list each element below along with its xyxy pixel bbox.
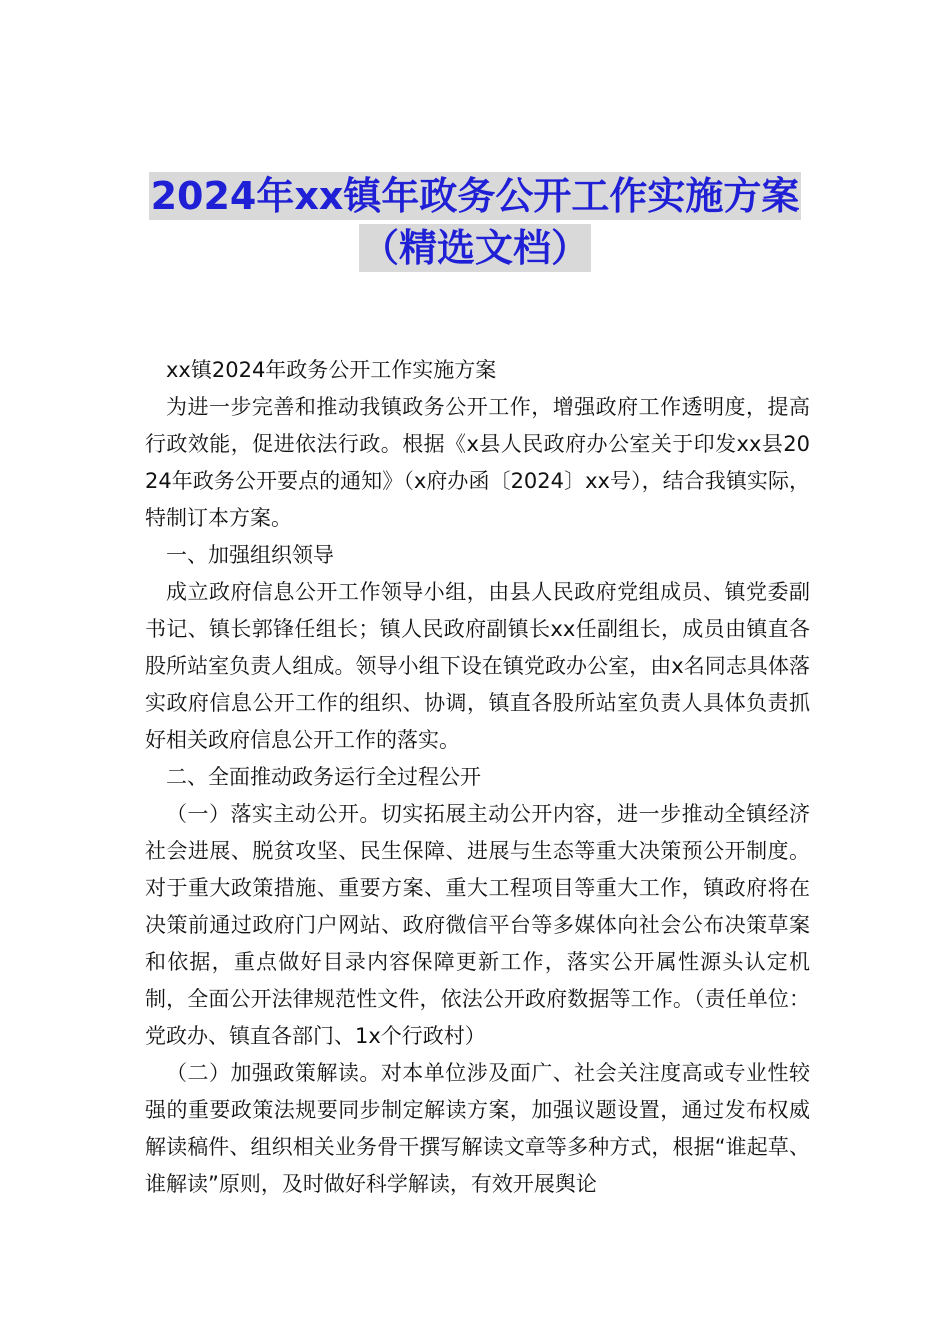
paragraph: （一）落实主动公开。切实拓展主动公开内容，进一步推动全镇经济社会进展、脱贫攻坚、民生保障、进展与生态等重大决策预公开制度。对于重大政策措施、重要方案、重大工程项目等重大工作，镇政府将在决策前通过政府门户网站、政府微信平台等多媒体向社会公布决策草案和依据，重点做好目录内容保障更新工作，落实公开属性源头认定机制，全面公开法律规范性文件，依法公开政府数据等工作。（责任单位：党政办、镇直各部门、1x个行政村） xyxy=(145,802,810,1048)
document-body xyxy=(145,352,810,1203)
paragraph: （二）加强政策解读。对本单位涉及面广、社会关注度高或专业性较强的重要政策法规要同步制定解读方案，加强议题设置，通过发布权威解读稿件、组织相关业务骨干撰写解读文章等多种方式，根据“谁起草、谁解读”原则，及时做好科学解读，有效开展舆论 xyxy=(145,1061,810,1196)
title-line-1: 2024年xx镇年政务公开工作实施方案 xyxy=(150,174,800,218)
paragraph-heading: xx镇2024年政务公开工作实施方案 xyxy=(166,358,497,382)
section-heading: 二、全面推动政务运行全过程公开 xyxy=(166,765,481,789)
document-title xyxy=(0,172,950,272)
title-line-2: （精选文档） xyxy=(360,226,589,270)
paragraph: 成立政府信息公开工作领导小组，由县人民政府党组成员、镇党委副书记、镇长郭锋任组长；镇人民政府副镇长xx任副组长，成员由镇直各股所站室负责人组成。领导小组下设在镇党政办公室，由x名同志具体落实政府信息公开工作的组织、协调，镇直各股所站室负责人具体负责抓好相关政府信息公开工作的落实。 xyxy=(145,580,810,752)
paragraph: 为进一步完善和推动我镇政务公开工作，增强政府工作透明度，提高行政效能，促进依法行政。根据《x县人民政府办公室关于印发xx县2024年政务公开要点的通知》（x府办函〔2024〕xx号），结合我镇实际，特制订本方案。 xyxy=(145,395,810,530)
section-heading: 一、加强组织领导 xyxy=(166,543,334,567)
